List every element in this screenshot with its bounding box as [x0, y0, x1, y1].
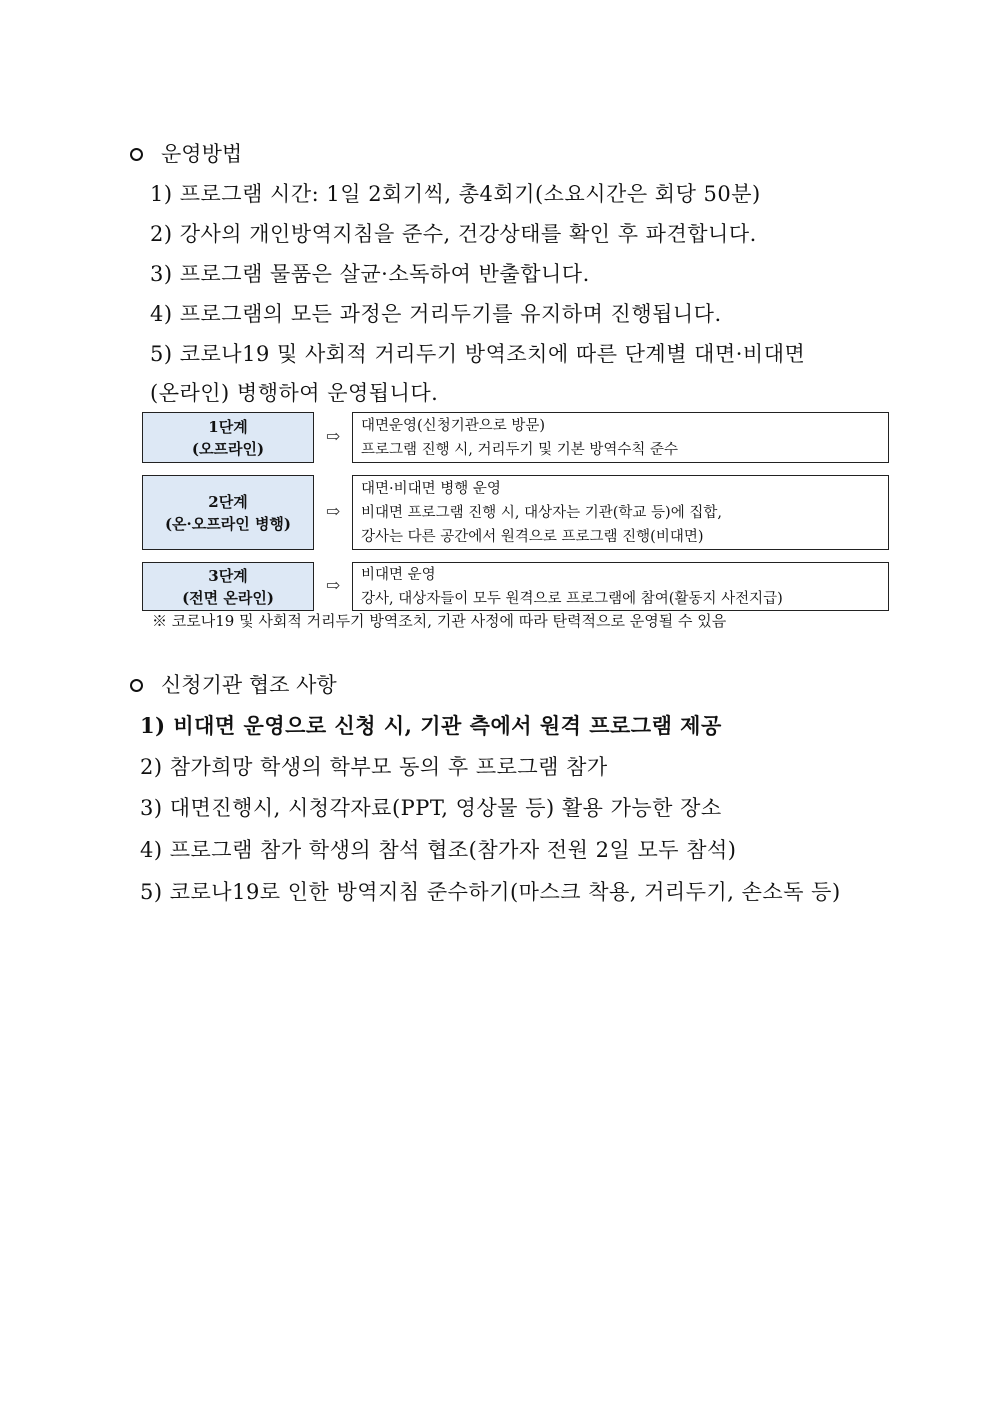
operation-item-3: 3) 프로그램 물품은 살균·소독하여 반출합니다.: [150, 262, 590, 286]
cooperation-item-2: 2) 참가희망 학생의 학부모 동의 후 프로그램 참가: [140, 755, 608, 779]
operation-item-2: 2) 강사의 개인방역지침을 준수, 건강상태를 확인 후 파견합니다.: [150, 222, 757, 246]
section-heading-operation: [130, 139, 242, 169]
stage-2-description: [352, 475, 889, 550]
footnote: ※ 코로나19 및 사회적 거리두기 방역조치, 기관 사정에 따라 탄력적으로 운영될 수 있음: [152, 612, 727, 630]
right-arrow-icon: ⇨: [326, 502, 341, 522]
cooperation-item-5: 5) 코로나19로 인한 방역지침 준수하기(마스크 착용, 거리두기, 손소독 등): [140, 880, 841, 904]
section-heading-cooperation: [130, 670, 337, 700]
stage-title: 2단계: [208, 492, 248, 511]
cooperation-item-1: 1) 비대면 운영으로 신청 시, 기관 측에서 원격 프로그램 제공: [140, 713, 722, 738]
stage-line: 강사는 다른 공간에서 원격으로 프로그램 진행(비대면): [361, 528, 704, 545]
stage-title: 1단계: [208, 417, 248, 436]
cooperation-item-4: 4) 프로그램 참가 학생의 참석 협조(참가자 전원 2일 모두 참석): [140, 838, 737, 862]
stage-subtitle: (전면 온라인): [182, 588, 274, 607]
stage-line: 프로그램 진행 시, 거리두기 및 기본 방역수칙 준수: [361, 441, 679, 458]
stage-3-label: [142, 562, 314, 611]
stage-3-description: [352, 562, 889, 611]
operation-item-1: 1) 프로그램 시간: 1일 2회기씩, 총4회기(소요시간은 회당 50분): [150, 182, 761, 206]
operation-item-5: 5) 코로나19 및 사회적 거리두기 방역조치에 따른 단계별 대면·비대면: [150, 342, 806, 366]
stage-1-label: [142, 412, 314, 463]
stage-title: 3단계: [208, 566, 248, 585]
stage-line: 비대면 운영: [361, 566, 436, 583]
stage-2-label: [142, 475, 314, 550]
right-arrow-icon: ⇨: [326, 576, 341, 596]
circle-bullet-icon: [130, 679, 143, 692]
section-heading-text: 신청기관 협조 사항: [161, 673, 337, 697]
stage-line: 강사, 대상자들이 모두 원격으로 프로그램에 참여(활동지 사전지급): [361, 590, 783, 607]
stage-subtitle: (오프라인): [191, 439, 265, 458]
section-heading-text: 운영방법: [161, 142, 243, 166]
cooperation-item-3: 3) 대면진행시, 시청각자료(PPT, 영상물 등) 활용 가능한 장소: [140, 796, 722, 820]
operation-item-5-cont: (온라인) 병행하여 운영됩니다.: [150, 381, 439, 405]
right-arrow-icon: ⇨: [326, 427, 341, 447]
stage-line: 대면운영(신청기관으로 방문): [361, 417, 546, 434]
operation-item-4: 4) 프로그램의 모든 과정은 거리두기를 유지하며 진행됩니다.: [150, 302, 722, 326]
stage-line: 비대면 프로그램 진행 시, 대상자는 기관(학교 등)에 집합,: [361, 504, 722, 521]
stage-line: 대면·비대면 병행 운영: [361, 480, 501, 497]
stage-subtitle: (온·오프라인 병행): [164, 514, 292, 533]
stage-1-description: [352, 412, 889, 463]
circle-bullet-icon: [130, 148, 143, 161]
